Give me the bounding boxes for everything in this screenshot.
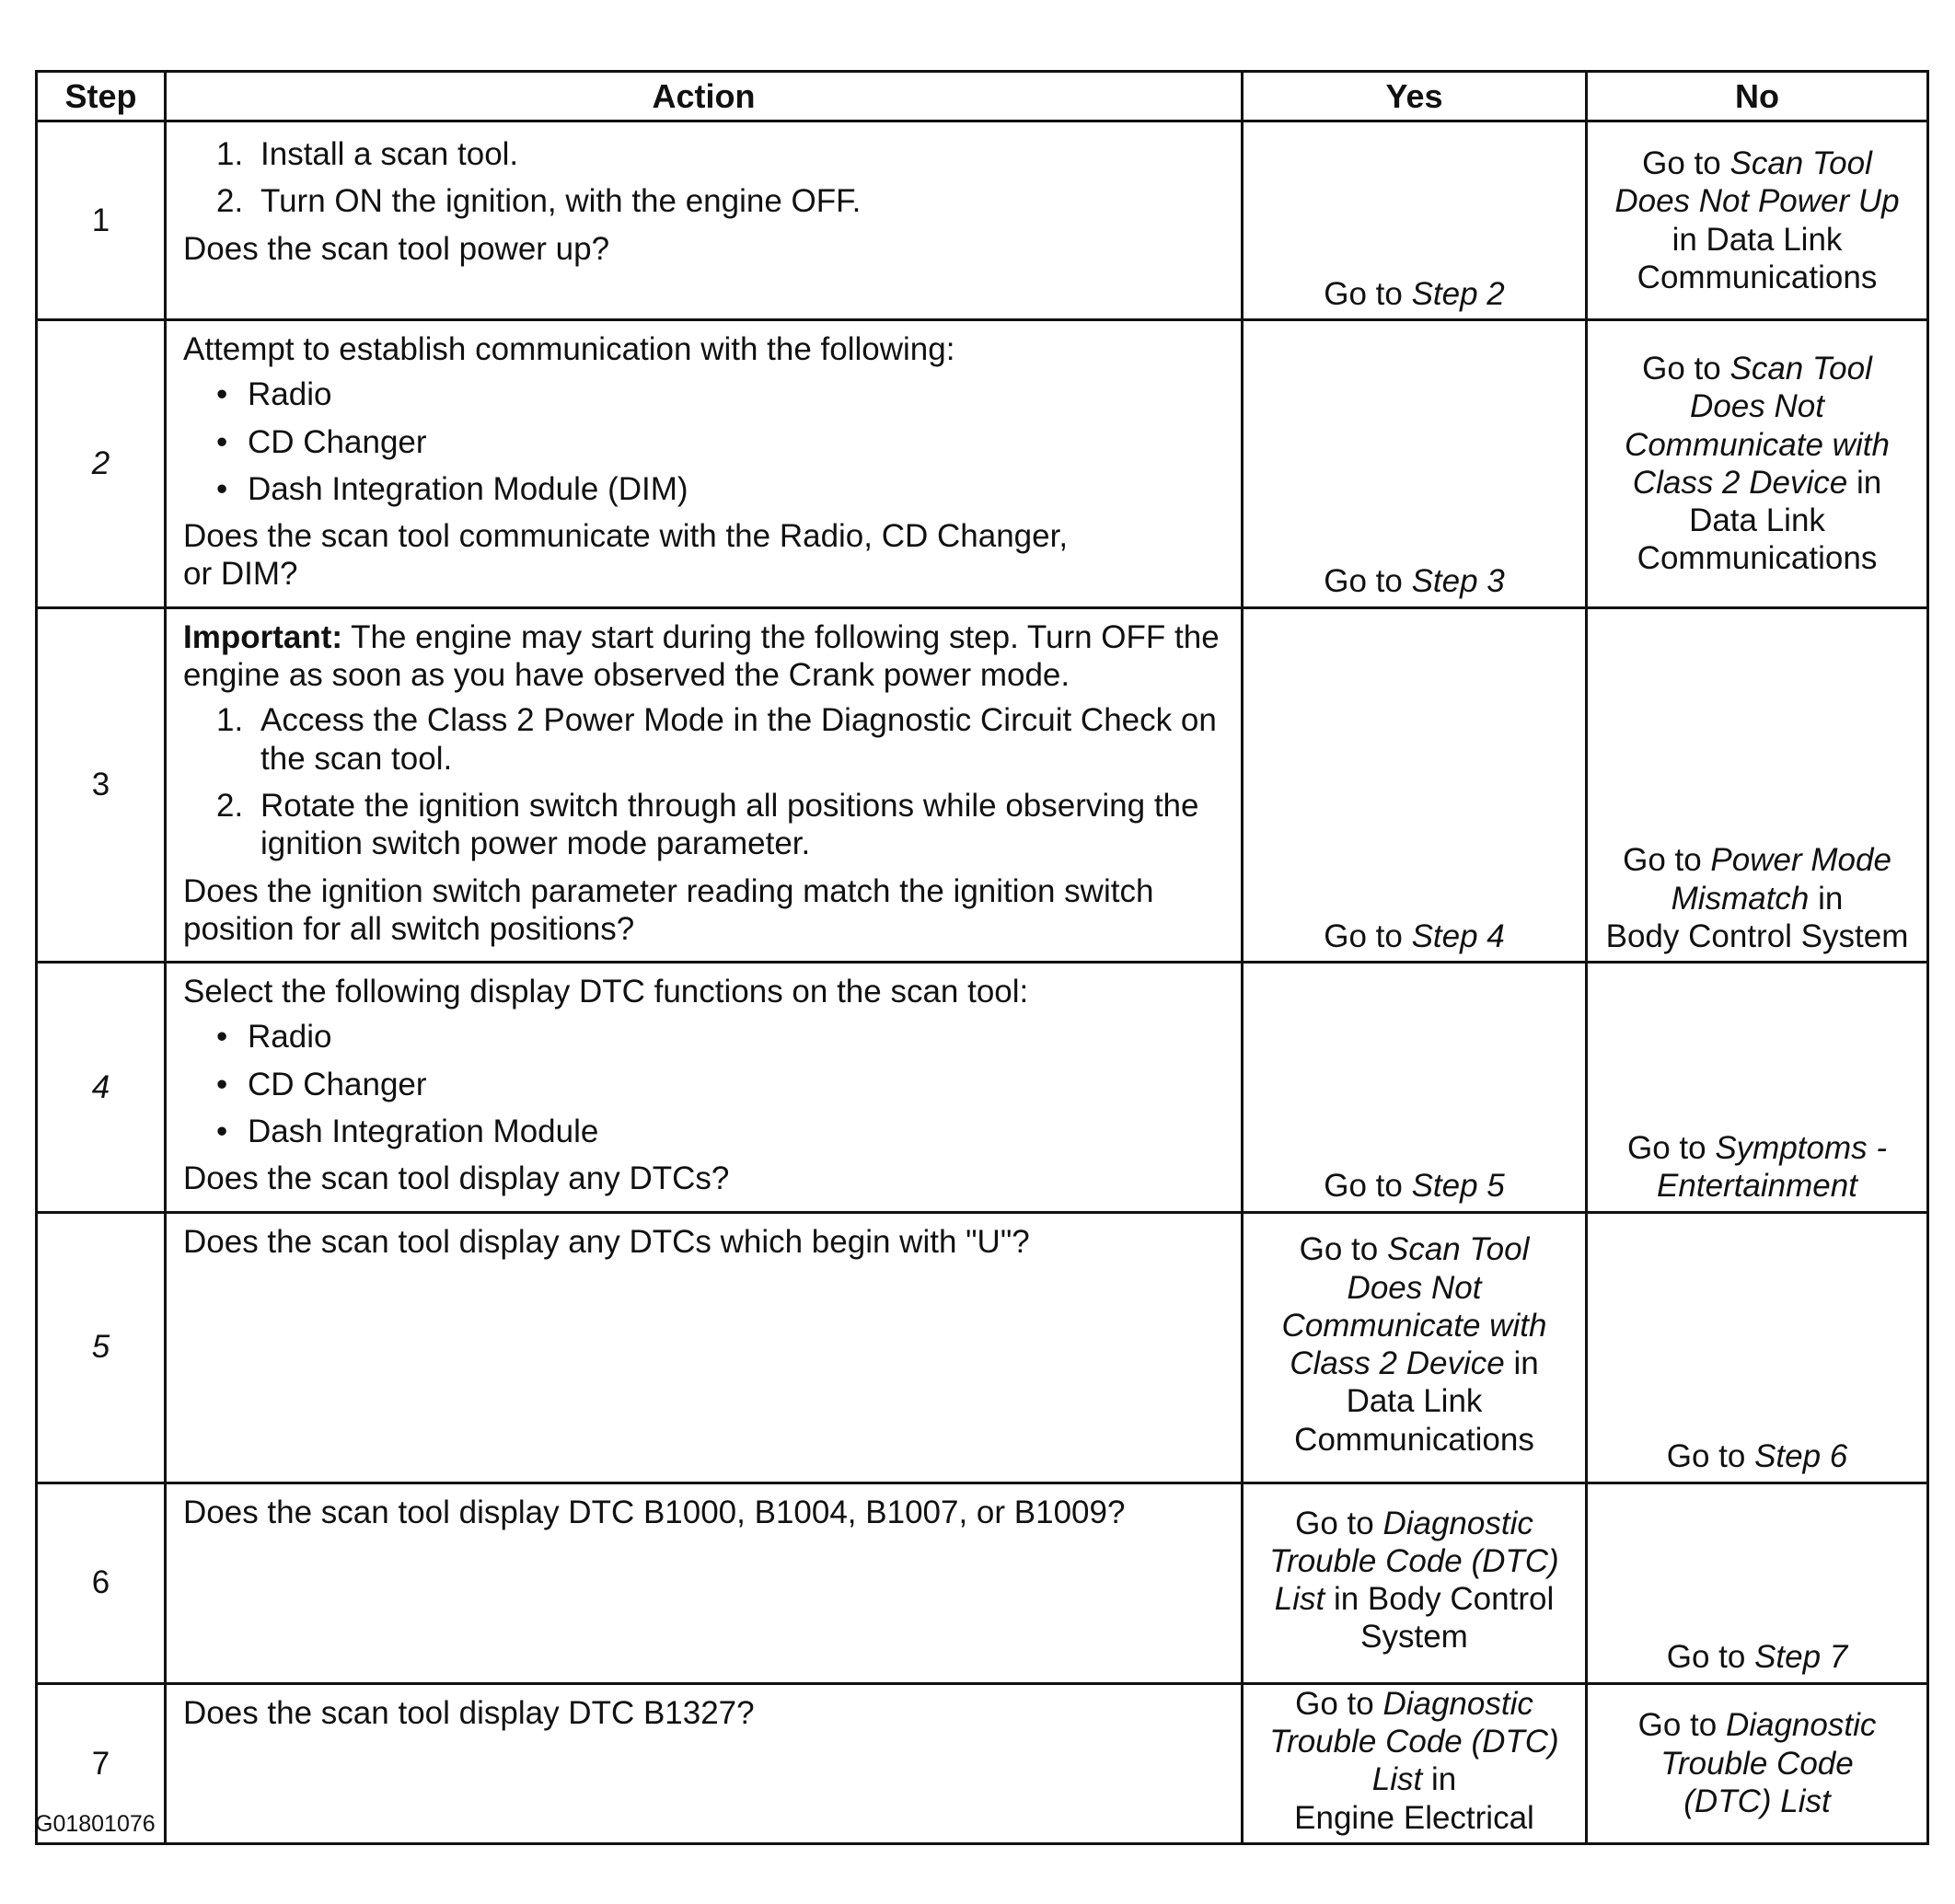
reference-link[interactable]: Scan Tool [1729,144,1872,181]
step-number: 3 [37,607,166,962]
reference-link[interactable]: Diagnostic [1725,1707,1877,1744]
action-cell [166,1683,1243,1843]
step-number: 4 [37,963,166,1212]
action-cell [166,1483,1243,1683]
bullet-list [183,1018,1228,1150]
list-item: 1. Access the Class 2 Power Mode in the Diagnostic Circuit Check on the scan tool. [216,702,1217,777]
yes-cell: Go to Diagnostic Trouble Code (DTC) List in Engine Electrical [1243,1683,1587,1843]
header-row [37,72,1928,121]
header-yes: Yes [1243,72,1587,121]
no-cell: Go to Scan Tool Does Not Communicate with Class 2 Device in Data Link Communications [1587,320,1928,608]
list-item: • Dash Integration Module [183,1113,1228,1150]
step-link[interactable]: Step 7 [1754,1639,1848,1676]
numbered-list [183,701,1228,862]
yes-cell: Go to Step 4 [1243,607,1587,962]
yes-cell: Go to Step 5 [1243,963,1587,1212]
reference-link[interactable]: Power Mode [1710,842,1891,879]
list-item: • CD Changer [183,423,1228,461]
action-cell [166,121,1243,320]
reference-link[interactable]: Scan Tool [1729,351,1872,387]
header-action: Action [166,72,1243,121]
no-cell: Go to Step 6 [1587,1212,1928,1483]
step-link[interactable]: Step 2 [1411,275,1505,312]
list-item: • Dash Integration Module (DIM) [183,470,1228,508]
reference-link[interactable]: Symptoms - [1715,1130,1888,1167]
yes-cell: Go to Scan Tool Does Not Communicate with Class 2 Device in Data Link Communications [1243,1212,1587,1483]
reference-link[interactable]: Diagnostic [1382,1685,1533,1722]
action-cell [166,963,1243,1212]
no-cell: Go to Step 7 [1587,1483,1928,1683]
question-text: Does the scan tool display any DTCs which begin with "U"? [183,1223,1030,1260]
list-item: • Radio [183,375,1228,413]
intro-text: Attempt to establish communication with the following: [183,331,955,367]
no-cell: Go to Symptoms - Entertainment [1587,963,1928,1212]
list-item: 2. Turn ON the ignition, with the engine OFF. [216,183,862,220]
list-item: • CD Changer [183,1066,1228,1103]
reference-link[interactable]: Diagnostic [1382,1505,1533,1541]
no-cell: Go to Power Mode Mismatch in Body Control System [1587,607,1928,962]
no-cell: Go to Scan Tool Does Not Power Up in Data Link Communications [1587,121,1928,320]
important-label: Important: [183,618,343,655]
list-item: 1. Install a scan tool. [216,136,519,172]
list-item: • Radio [183,1018,1228,1056]
intro-text: Select the following display DTC functions on the scan tool: [183,974,1029,1010]
no-cell: Go to Diagnostic Trouble Code (DTC) List [1587,1683,1928,1843]
question-text: Does the scan tool display DTC B1327? [183,1694,755,1731]
reference-link[interactable]: Scan Tool [1386,1231,1530,1268]
table-row [37,963,1928,1212]
table-row [37,320,1928,608]
header-step: Step [37,72,166,121]
yes-cell: Go to Diagnostic Trouble Code (DTC) List in Body Control System [1243,1483,1587,1683]
numbered-list [183,135,1228,221]
figure-id: G01801076 [35,1811,156,1837]
step-link[interactable]: Step 5 [1411,1168,1505,1205]
table-row [37,1483,1928,1683]
important-note: Important: The engine may start during the following step. Turn OFF the engine as soon as you have observed the Crank power mode. [183,618,1220,694]
question-text: Does the scan tool communicate with the Radio, CD Changer, or DIM? [183,518,1069,593]
step-number: 6 [37,1483,166,1683]
question-text: Does the ignition switch parameter reading match the ignition switch position for all switch positions? [183,872,1154,947]
step-number: 2 [37,320,166,608]
question-text: Does the scan tool power up? [183,230,610,267]
list-item: 2. Rotate the ignition switch through all positions while observing the ignition switch power mode parameter. [216,787,1199,862]
header-no: No [1587,72,1928,121]
action-cell [166,1212,1243,1483]
yes-cell: Go to Step 3 [1243,320,1587,608]
table-row [37,607,1928,962]
step-number: 1 [37,121,166,320]
step-number: 5 [37,1212,166,1483]
step-number: 7 [37,1683,166,1843]
question-text: Does the scan tool display any DTCs? [183,1160,730,1197]
step-link[interactable]: Step 6 [1754,1438,1848,1475]
yes-cell: Go to Step 2 [1243,121,1587,320]
table-row [37,1683,1928,1843]
step-link[interactable]: Step 4 [1411,917,1505,954]
step-link[interactable]: Step 3 [1411,563,1505,600]
bullet-list [183,375,1228,508]
diagnostic-table [35,70,1929,1845]
action-cell [166,320,1243,608]
table-row [37,121,1928,320]
table-row [37,1212,1928,1483]
action-cell [166,607,1243,962]
question-text: Does the scan tool display DTC B1000, B1004, B1007, or B1009? [183,1494,1126,1530]
